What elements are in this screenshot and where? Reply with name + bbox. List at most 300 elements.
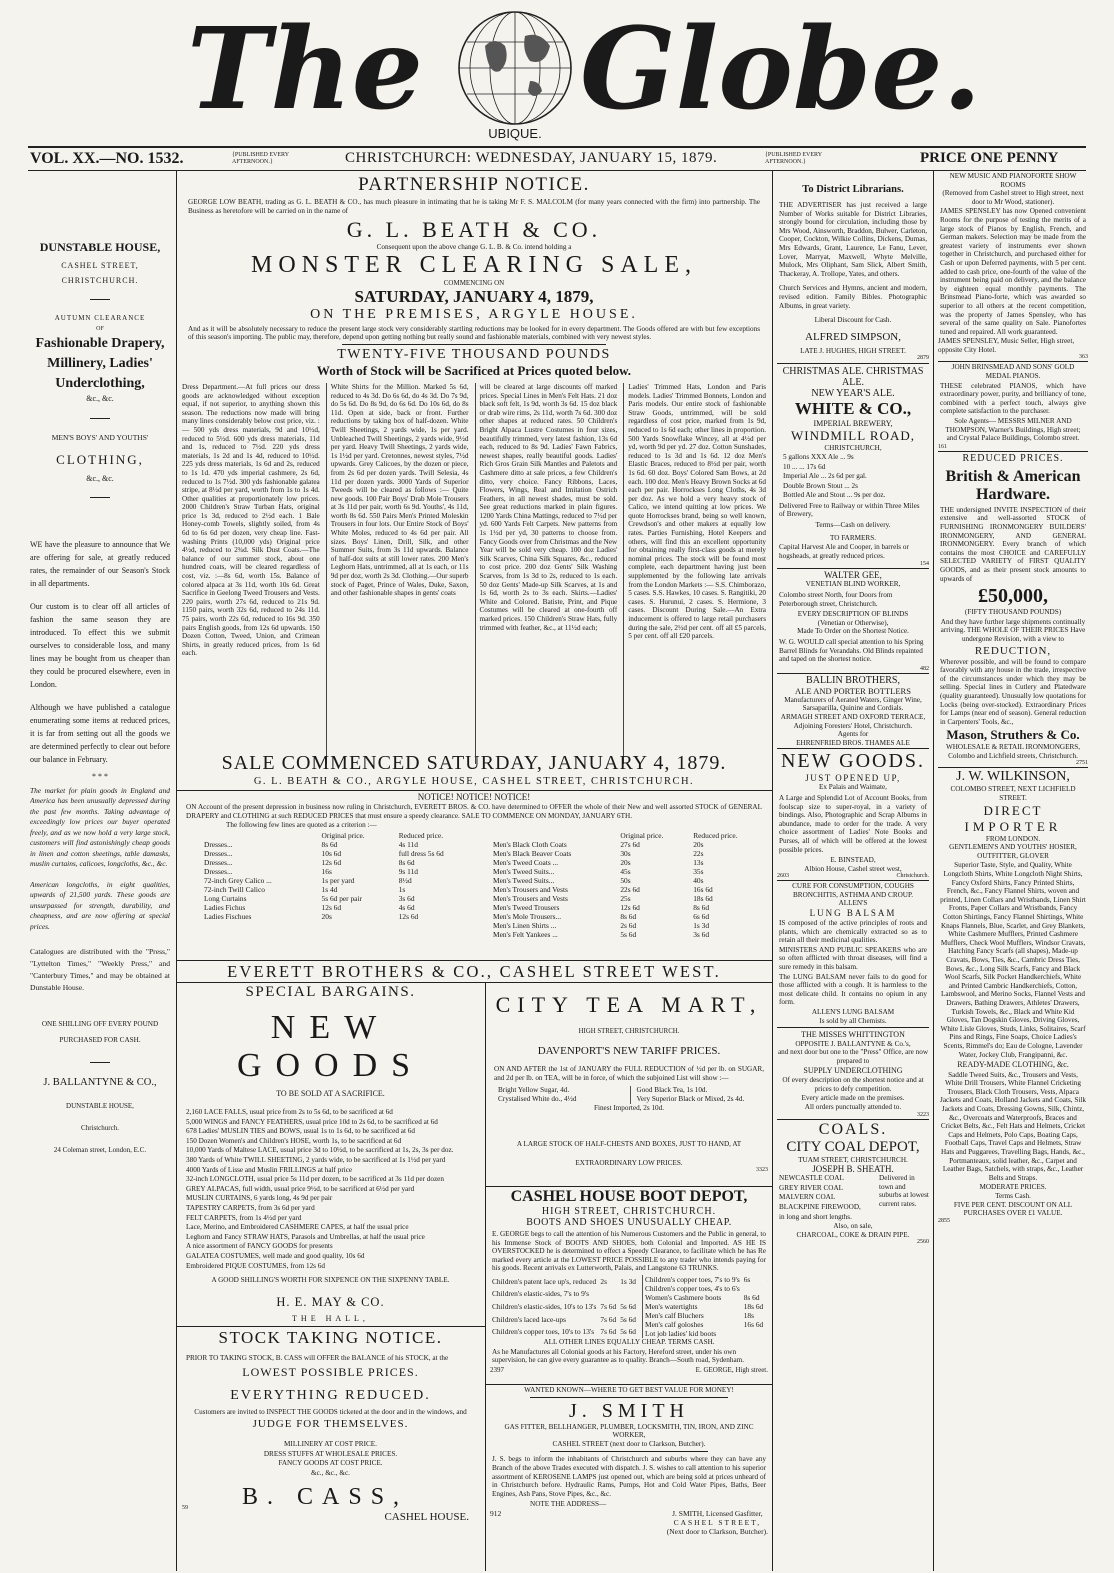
notice-line: NOTICE! NOTICE! NOTICE! bbox=[417, 792, 531, 802]
dunstable-house-2: DUNSTABLE HOUSE, bbox=[66, 1102, 134, 1111]
cure-heading: CURE FOR CONSUMPTION, COUGHS BRONCHITIS, ASTHMA AND CROUP. bbox=[792, 882, 914, 899]
table-row bbox=[643, 1284, 769, 1293]
cass-lines bbox=[182, 1440, 479, 1477]
mason-number: 2751 bbox=[1076, 760, 1088, 767]
hardware-body-3: Wherever possible, and will be found to compare favorably with any house in the trade, irrespective of the circumstances under which they may be selling. Special lines in Cutlery and Platedware (quality guaranteed). Unusually low quotations for Locks (being over-stocked). Extraordinary Prices for Lamps (near end of season). General reduction in Carpenters' Tools, &c., bbox=[940, 657, 1086, 726]
albion-house: Albion House, Cashel street west, bbox=[804, 864, 902, 873]
hardware-body: THE undersigned INVITE INSPECTION of their extensive and well-assorted STOCK of FURNISHING IRONMONGERY BUILDERS' IRONMONGERY, AND GENERAL IRONMONGERY. Every branch of which contains the most CHOICE and CAREFULLY SELECTED VARIETY of FIRST QUALITY GOODS, and as their present stock amounts to upwards of bbox=[940, 505, 1086, 583]
fifty-words: (FIFTY THOUSAND POUNDS) bbox=[964, 608, 1062, 617]
boot-manufacture: As he Manufactures all Colonial goods at his Factory, Hereford street, under his own supervision, he can give every guarantee as to quality. Branch—South road, Sydenham. bbox=[492, 1347, 745, 1365]
gee-number: 482 bbox=[920, 665, 929, 672]
new-goods-heading: NEW GOODS. bbox=[780, 750, 926, 773]
simpson-number: 2879 bbox=[917, 355, 929, 362]
table-cell: 50s bbox=[620, 875, 631, 885]
table-cell: 9s 11d bbox=[398, 866, 418, 876]
tea-stock bbox=[490, 1140, 768, 1182]
table-cell: 22s 6d bbox=[620, 884, 640, 894]
list-item: A nice assortment of FANCY GOODS for presents bbox=[186, 1242, 333, 1251]
etc-label: &c., &c. bbox=[86, 394, 114, 403]
table-cell: Dresses... bbox=[204, 866, 233, 876]
importer: IMPORTER bbox=[964, 818, 1062, 834]
table-cell: 10s 6d bbox=[321, 848, 342, 858]
smith-trades: GAS FITTER, BELLHANGER, PLUMBER, LOCKSMITH, TIN, IRON, AND ZINC WORKER, bbox=[504, 1422, 754, 1440]
wanted-known: WANTED KNOWN—WHERE TO GET BEST VALUE FOR MONEY! bbox=[524, 1386, 734, 1394]
list-item: 4000 Yards of Lisse and Muslin FRILLINGS at half price bbox=[186, 1165, 353, 1174]
christmas-ale: CHRISTMAS ALE. CHRISTMAS ALE. bbox=[782, 366, 924, 389]
reduction: REDUCTION, bbox=[974, 644, 1052, 657]
table-cell: 5s 6d per pair bbox=[321, 893, 362, 903]
smith-sign2: CASHEL STREET, bbox=[673, 1517, 762, 1527]
table-cell: Long Curtains bbox=[204, 893, 247, 903]
table-cell: Children's laced lace-ups bbox=[492, 1314, 566, 1324]
table-cell: Dresses... bbox=[204, 857, 233, 867]
table-cell: 6s bbox=[743, 1274, 751, 1284]
sale-column-4: Ladies' Trimmed Hats, London and Paris models. Ladies' Trimmed Bonnets, London and Paris models. Our entire stock of fashionable Straw Goods, untrimmed, will be sold regardless of cost price, marked from 1s 9d, reduced to 1s 6d each; other lines in proportion. 500 Yards Snowflake Wincey, all at 4½d per yd, worth 9d per yd. 27 doz. Cotton Sunshades, reduced to 1s 3d and 1s 6d. 12 doz Men's Elastic Braces, reduced to 8½d per pair, worth 1s 6d. 60 doz. Boys' Colored Sam Bows, at 2d each. 100 doz. Men's Heavy Brown Socks at 6d each per pair. Horrockses Long Cloths, 4s 3d per doz. As we hold a very heavy stock of Calico, we intend quitting at low prices. We quote Horrockses brand, being so well known, Crewdson's and other makers at equally low rates. Parties Furnishing, Hotel Keepers and others, will find this an excellent opportunity for obtaining really first-class goods at merely nominal prices. The stock will be found most complete, each department having just been supplemented by the following late arrivals from the London Markets :— S.S. Chimborazo, 5 cases. S.S. Hawkes, 10 cases. S. Rangitiki, 20 cases. S. Hurunui, 2 cases. S. Hermione, 3 cases. Discount During Sale.—An Extra inducement is offered to large retail purchasers during the sale, 2½d per cent. off all £5 parcels, 5 per cent. off all £20 parcels. bbox=[623, 383, 766, 764]
ministers: MINISTERS AND PUBLIC SPEAKERS who are so often afflicted with throat diseases, will find a sure remedy in this balsam. bbox=[779, 945, 927, 972]
list-item: Leghorn and Fancy STRAW HATS, Parasols and Umbrellas, at half the usual price bbox=[186, 1232, 425, 1241]
mason-address: Colombo and Lichfield streets, Christchurch. bbox=[948, 751, 1078, 760]
cashel-street: CASHEL STREET, bbox=[61, 261, 139, 270]
autumn-clearance: AUTUMN CLEARANCE bbox=[54, 314, 146, 322]
table-cell: 16s bbox=[321, 866, 332, 876]
table-cell: 16s 6d bbox=[693, 884, 713, 894]
made-to-order: Made To Order on the Shortest Notice. bbox=[797, 627, 909, 636]
table-cell: 35s bbox=[693, 866, 704, 876]
table-cell: Men's Tweed Suits... bbox=[493, 866, 555, 876]
list-item: Embroidered PIQUE COSTUMES, from 12s 6d bbox=[186, 1261, 325, 1270]
spensley-number: 363 bbox=[1079, 354, 1088, 361]
white-city: CHRISTCHURCH, bbox=[824, 444, 882, 453]
sold-at-sacrifice: TO BE SOLD AT A SACRIFICE. bbox=[276, 1089, 385, 1098]
christchurch: CHRISTCHURCH. bbox=[61, 276, 139, 285]
table-cell: 6s 6d bbox=[693, 911, 710, 921]
table-row bbox=[491, 930, 766, 939]
tea-advert bbox=[490, 984, 768, 1140]
white-number: 154 bbox=[920, 561, 929, 568]
ex-palais: Ex Palais and Waimate, bbox=[819, 783, 887, 792]
smith-note: NOTE THE ADDRESS— bbox=[530, 1500, 607, 1509]
table-cell: 45s bbox=[620, 866, 631, 876]
table-row bbox=[202, 867, 477, 876]
announce-paragraph: WE have the pleasure to announce that We are offering for sale, at greatly reduced rates, the remainder of our Season's Stock in all departments. bbox=[30, 540, 170, 589]
volume-number: VOL. XX.—NO. 1532. bbox=[30, 150, 184, 167]
published-left: {PUBLISHED EVERY AFTERNOON.} bbox=[232, 152, 289, 165]
delivered-free: Delivered Free to Railway or within Three Miles of Brewery, bbox=[779, 501, 920, 519]
tea-stock-line: A LARGE STOCK OF HALF-CHESTS AND BOXES, JUST TO HAND, AT bbox=[516, 1140, 742, 1148]
white-terms: Terms—Cash on delivery. bbox=[815, 521, 891, 530]
smith-sign3: (Next door to Clarkson, Butcher). bbox=[666, 1526, 768, 1536]
table-cell: 16s 6d bbox=[743, 1319, 764, 1329]
city-coal-depot: CITY COAL DEPOT, bbox=[786, 1138, 920, 1155]
tea-title: CITY TEA MART, bbox=[495, 992, 763, 1017]
lowest-prices: LOWEST POSSIBLE PRICES. bbox=[242, 1364, 419, 1379]
sugar-yellow: Bright Yellow Sugar, 4d. bbox=[498, 1086, 570, 1095]
agents-for: Agents for bbox=[837, 730, 869, 739]
absolutely-text: And as it will be absolutely necessary to reduce the present large stock very considerably startling reductions may be looked for in every department. The Goods offered are with but few exceptions of this season's importing. The public may, therefore, depend upon getting nothing but really sound and fashionable materials, combined with very newest styles. bbox=[188, 324, 760, 342]
worth-heading: Worth of Stock will be Sacrificed at Prices quoted below. bbox=[316, 362, 632, 378]
table-row bbox=[491, 840, 766, 849]
table-cell: Children's copper toes, 7's to 9's bbox=[645, 1274, 740, 1284]
table-cell: full dress 5s 6d bbox=[398, 848, 444, 858]
list-item: BLACKPINE FIREWOOD, bbox=[779, 1202, 861, 1211]
armagh-street: ARMAGH STREET AND OXFORD TERRACE, bbox=[780, 712, 926, 721]
partnership-title: PARTNERSHIP NOTICE. bbox=[358, 174, 590, 195]
table-cell: 25s bbox=[620, 893, 631, 903]
list-item: MUSLIN CURTAINS, 6 yards long, 4s 9d per pair bbox=[186, 1194, 333, 1203]
coal-lines bbox=[777, 1174, 879, 1222]
table-cell: 30s bbox=[620, 848, 631, 858]
table-cell: 7s 6d bbox=[600, 1301, 617, 1311]
lung-balsam: LUNG BALSAM bbox=[809, 908, 897, 919]
boot-right-rows bbox=[643, 1275, 769, 1338]
table-cell: 12s 6d bbox=[398, 911, 419, 921]
table-cell bbox=[766, 1320, 768, 1329]
reduced-header-2: Reduced price. bbox=[693, 830, 738, 840]
tariff-heading: DAVENPORT'S NEW TARIFF PRICES. bbox=[537, 1045, 721, 1057]
boot-right-table bbox=[642, 1275, 768, 1338]
column-six bbox=[938, 172, 1088, 1570]
new-years-ale: NEW YEAR'S ALE. bbox=[811, 388, 895, 400]
table-cell: 22s bbox=[693, 848, 704, 858]
table-row bbox=[643, 1293, 769, 1302]
boot-street: HIGH STREET, CHRISTCHURCH. bbox=[541, 1206, 717, 1217]
table-cell: 8s 6d bbox=[693, 902, 710, 912]
fashionable-drapery: Fashionable Drapery, bbox=[35, 336, 165, 351]
boot-sign: E. GEORGE, High street. bbox=[695, 1365, 768, 1374]
list-item: 5,000 WINGS and FANCY FEATHERS, usual price 10d to 2s 6d, to be sacrificed at 6d bbox=[186, 1117, 438, 1126]
liberal-discount: Liberal Discount for Cash. bbox=[814, 316, 892, 325]
to-farmers: TO FARMERS. bbox=[829, 533, 877, 542]
table-row bbox=[202, 912, 477, 921]
table-cell: 3s 6d bbox=[398, 893, 415, 903]
librarians-title: To District Librarians. bbox=[802, 184, 904, 195]
consequent-text: Consequent upon the above change G. L. B. & Co. intend holding a bbox=[376, 243, 572, 252]
table-cell: 1s per yard bbox=[321, 875, 355, 885]
table-row bbox=[491, 885, 766, 894]
partnership-notice bbox=[182, 174, 766, 764]
coals-heading: COALS. bbox=[818, 1120, 888, 1138]
custom-paragraph: Our custom is to clear off all articles of fashion the same season they are introduced. To effect this we submit ourselves to considerable loss, and many lines may be bought from us cheaper than they could be procured elsewhere, even in London. bbox=[30, 602, 170, 690]
removed: (Removed from Cashel street to High street, next door to Mr Wood, stationer). bbox=[942, 189, 1084, 206]
table-row bbox=[202, 885, 477, 894]
table-cell: Children's elastic-sides, 10's to 13's bbox=[492, 1301, 597, 1311]
of-every: Of every description on the shortest notice and at prices to defy competition. bbox=[782, 1076, 924, 1093]
smith-name: J. SMITH bbox=[568, 1399, 689, 1422]
table-cell: Men's Tweed Trousers bbox=[493, 902, 560, 912]
cass-number: 59 bbox=[182, 1504, 188, 1511]
tea-finest: Finest Imported, 2s 10d. bbox=[593, 1104, 665, 1113]
table-cell: 40s bbox=[693, 875, 704, 885]
table-cell: Dresses... bbox=[204, 839, 233, 849]
dateline: CHRISTCHURCH: WEDNESDAY, JANUARY 15, 1879. bbox=[345, 150, 718, 166]
foresters: Adjoining Foresters' Hotel, Christchurch. bbox=[793, 721, 913, 730]
table-cell: 12s 6d bbox=[321, 857, 342, 867]
wilkinson-name: J. W. WILKINSON, bbox=[956, 769, 1070, 785]
tuam-street: TUAM STREET, CHRISTCHURCH. bbox=[798, 1155, 908, 1164]
whittington-number: 3223 bbox=[917, 1111, 929, 1118]
smith-advert bbox=[490, 1386, 768, 1570]
hosier-list: Superior Taste, Style, and Quality, White Longcloth Shirts, White Longcloth Night Shirts, Fancy Oxford Shirts, Fancy Printed Shirts, French, &c., Fancy Flannel Shirts, woven and printed, Linen Collars and Wristbands, Linen Shirt Fronts, Paper Collars and Wristbands, Fancy Cotton Shirtings, Fancy Flannel Shirtings, White Knaps Flannels, Blue, Scarlet, and Grey Blankets, White Cashmere Mufflers, Printed Cashmere Mufflers, Check Wool Mufflers, Windsor Cravats, Hatching Fancy Scarfs (all shapes), Made-up Cravats, Bows, Ties, &c., Cambric Dress Ties, Bows, &c., Long Silk Scarfs, Fancy and Black Wool Scarfs, Silk Pocket Handkerchiefs, White and Printed Cambric Handkerchiefs, Cotton, Lambswool, and Merino Socks, Flannel Vests and Drawers, Bathing Drawers, Athletes' Drawers, Turkish Towels, &c., Black and White Kid Gloves, Tan Dogskin Gloves, Driving Gloves, White Lisle Gloves, Studs, Links, Solitaires, Scarf Pins and Rings, Fine Soaps, Choice Ladies's Scents, Rimmel's do; Eau de Cologne, Lavender Water, Jockey Club, Frangipanni, &c. bbox=[940, 861, 1086, 1059]
smith-body: J. S. begs to inform the inhabitants of Christchurch and suburbs where they can have any Branch of the above Trades executed with dispatch. J. S. wishes to call attention to his superior assortment of KEROSENE LAMPS just opened out, which are being sold at prices unheard of in Christchurch before. Hydraulic Rams, Pumps, Hot and Cold Water Pipes, Baths, Beer Engines, Ash Pans, Stove Pipes, &c., &c. bbox=[492, 1455, 766, 1498]
masthead-title-left: The bbox=[186, 4, 424, 135]
windmill-road: WINDMILL ROAD, bbox=[791, 428, 915, 444]
masthead-motto: UBIQUE. bbox=[488, 126, 542, 141]
librarians-body: THE ADVERTISER has just received a large Number of Works suitable for District Libraries, strongly bound for circulation, including those by Mrs Wood, Ainsworth, Braddon, Bulwer, Carleton, Cooper, Cockton, Wilkie Collins, Dickens, Dumas, Mrs Edwards, Grant, Laurence, Le Fanu, Lever, Lover, Marryat, Maxwell, Whyte Melville, Mulock, Mrs Oliphant, Sam Slick, Albert Smith, Thackeray, A. Trollope, Yates, and others. bbox=[779, 201, 927, 278]
allens: ALLEN'S bbox=[838, 899, 868, 908]
mens-boys-youths: MEN'S BOYS' AND YOUTHS' bbox=[51, 432, 149, 442]
boot-title: CASHEL HOUSE BOOT DEPOT, bbox=[510, 1188, 748, 1205]
agents-number: 161 bbox=[938, 443, 947, 450]
market-paragraph: The market for plain goods in England and America has been unusually depressed during the past few months. Taking advantage of exceedingly low prices our buyer operated freely, and as we now hold a very large stock, customers will find astonishingly cheap goods in linen and cotton sheetings, table damasks, muslin curtains, calicoes, longcloths, &c., &c. bbox=[30, 785, 170, 869]
charcoal: CHARCOAL, COKE & DRAIN PIPE. bbox=[796, 1230, 910, 1239]
list-item: FANCY GOODS AT COST PRICE. bbox=[278, 1459, 383, 1468]
commencing-on: COMMENCING ON bbox=[443, 278, 505, 287]
coal-number: 2560 bbox=[917, 1239, 929, 1246]
tea-black: Good Black Tea, 1s 10d. bbox=[636, 1086, 708, 1095]
list-item: Bottled Ale and Stout ... 9s per doz. bbox=[783, 491, 886, 500]
list-item: DRESS STUFFS AT WHOLESALE PRICES. bbox=[263, 1449, 398, 1458]
table-cell: 5s 6d bbox=[620, 1314, 636, 1324]
table-cell: Men's watertights bbox=[645, 1301, 698, 1311]
five-per-cent: FIVE PER CENT. DISCOUNT ON ALL PURCHASES OVER £1 VALUE. bbox=[953, 1200, 1073, 1218]
list-item: Double Brown Stout ... 2s bbox=[783, 481, 858, 490]
table-cell: 5s 6d bbox=[620, 929, 637, 939]
list-item: 678 Ladies' MUSLIN TIES and BOWS, usual 1s to 1s 6d, to be sacrificed at 6d bbox=[186, 1127, 415, 1136]
catalogues-paragraph: Catalogues are distributed with the "Press," "Lyttelton Times," "Weekly Press," and "Canterbury Times," and may be obtained at Dunstable House. bbox=[30, 947, 170, 993]
catalogue-paragraph: Although we have published a catalogue enumerating some items at reduced prices, it is far from setting out all the goods we are determined perfectly to clear out before our balance in February. bbox=[30, 703, 170, 765]
boot-left-table bbox=[490, 1275, 638, 1338]
list-item: MILLINERY AT COST PRICE. bbox=[284, 1440, 377, 1449]
terms-cash: Terms Cash. bbox=[995, 1192, 1031, 1200]
ballin-manuf: Manufacturers of Aerated Waters, Ginger Wine, Sarsaparilla, Quinine and Cordials. bbox=[784, 695, 922, 713]
masthead-title-right: Globe. bbox=[580, 4, 982, 135]
left-column bbox=[30, 176, 170, 1568]
all-orders: All orders punctually attended to. bbox=[804, 1102, 902, 1111]
sale-commenced: SALE COMMENCED SATURDAY, JANUARY 4, 1879. bbox=[221, 752, 727, 774]
every-description: EVERY DESCRIPTION OF BLINDS bbox=[797, 610, 909, 619]
partnership-intro: GEORGE LOW BEATH, trading as G. L. BEATH & CO., has much pleasure in intimating that he is taking Mr F. S. MALCOLM (for many years connected with the firm) into partnership. The Business as heretofore will be carried on in the name of bbox=[188, 198, 760, 215]
tea-body: ON AND AFTER the 1st of JANUARY the FULL REDUCTION of ½d per lb. on SUGAR, and 2d per lb. on TEA, will be in force, of which the subjoined List will show :— bbox=[494, 1065, 764, 1082]
boot-left-rows bbox=[490, 1275, 638, 1338]
music-rooms: NEW MUSIC AND PIANOFORTE SHOW ROOMS bbox=[949, 172, 1077, 189]
table-row bbox=[202, 903, 477, 912]
table-cell: Children's copper toes, 4's to 6's bbox=[645, 1283, 740, 1293]
table-cell: Women's Cashmere boots bbox=[645, 1292, 722, 1302]
table-row bbox=[490, 1275, 638, 1288]
original-header-2: Original price. bbox=[620, 830, 664, 840]
table-cell bbox=[766, 1284, 768, 1293]
list-item: MALVERN COAL bbox=[779, 1193, 836, 1202]
table-row bbox=[490, 1288, 638, 1301]
dunstable-house: DUNSTABLE HOUSE, bbox=[39, 240, 161, 254]
binstead-number: 2603 bbox=[777, 873, 789, 880]
table-row bbox=[202, 894, 477, 903]
list-item: GREY RIVER COAL bbox=[779, 1183, 844, 1192]
boot-all-other: ALL OTHER LINES EQUALLY CHEAP. TERMS CASH. bbox=[543, 1337, 715, 1346]
table-cell: 5s 6d bbox=[620, 1301, 636, 1311]
list-item: Imperial Ale ... 2s 6d per gal. bbox=[783, 472, 867, 481]
everett-left-table bbox=[202, 831, 477, 921]
ale-porter: ALE AND PORTER BOTTLERS bbox=[795, 685, 911, 696]
table-cell: 4s 6d bbox=[398, 902, 415, 912]
table-row bbox=[491, 921, 766, 930]
reduced-prices: REDUCED PRICES. bbox=[962, 452, 1064, 464]
moderate-prices: MODERATE PRICES. bbox=[979, 1183, 1047, 1192]
table-cell: 72-inch Twill Calico bbox=[204, 884, 265, 894]
table-cell bbox=[766, 1293, 768, 1302]
table-cell: 8½d bbox=[398, 875, 412, 885]
christchurch-2: Christchurch. bbox=[81, 1124, 119, 1133]
table-cell: Men's Felt Yankees ... bbox=[493, 929, 558, 939]
table-row bbox=[643, 1311, 769, 1320]
also-on-sale: Also, on sale, bbox=[833, 1222, 873, 1231]
table-cell: Men's calf Bluchers bbox=[645, 1310, 704, 1320]
from-london: FROM LONDON. bbox=[985, 834, 1041, 843]
sale-date: SATURDAY, JANUARY 4, 1879, bbox=[354, 286, 594, 306]
list-item: TAPESTRY CARPETS, from 3s 6d per yard bbox=[186, 1203, 315, 1212]
wilkinson-number: 2855 bbox=[938, 1217, 950, 1224]
table-cell: 2s 6d bbox=[620, 920, 637, 930]
table-cell: Men's Linen Shirts ... bbox=[493, 920, 557, 930]
list-item: 10,000 Yards of Maltese LACE, usual price 3d to 10½d, to be sacrificed at 1s, 2s, 3s per doz. bbox=[186, 1146, 454, 1155]
table-cell: 4s 11d bbox=[398, 839, 418, 849]
table-cell: Lot job ladies' kid boots bbox=[645, 1328, 717, 1338]
everett-body: ON Account of the present depression in business now ruling in Christchurch, EVERETT BROS. & CO. have determined to OFFER the whole of their New and well assorted STOCK of GENERAL DRAPERY and CLOTHING at such REDUCED PRICES that must ensure a speedy clearance. SALE TO COMMENCE ON MONDAY, JANUARY 6TH. bbox=[186, 803, 762, 820]
church-services: Church Services and Hymns, ancient and modern, revised edition. Family Bibles. Photographic Albums, in great variety. bbox=[779, 284, 927, 310]
table-row bbox=[491, 858, 766, 867]
tea-street: HIGH STREET, CHRISTCHURCH. bbox=[578, 1028, 680, 1035]
table-cell bbox=[766, 1275, 768, 1284]
good-shilling: A GOOD SHILLING'S WORTH FOR SIXPENCE ON THE SIXPENNY TABLE. bbox=[211, 1276, 450, 1285]
table-cell bbox=[742, 1329, 766, 1338]
ales-list bbox=[777, 453, 929, 500]
table-cell: 20s bbox=[620, 857, 631, 867]
boot-body: E. GEORGE begs to call the attention of his Numerous Customers and the Public in general, to his Immense Stock of BOOTS AND SHOES, both Colonial and Imported. AS HE IS OVERSTOCKED he is determined to effect a Speedy Clearance, to facilitate which he has Re marked every article at the LOWEST PRICE POSSIBLE to any trader who intends paying for his goods. Recent arrivals ex Lutterworth, Palais, and Langstone 63 TRUNKS. bbox=[492, 1230, 766, 1273]
clothing-list: Saddle Tweed Suits, &c., Trousers and Vests, White Drill Trousers, White Flannel Cricketing Trousers, Black Cloth Trousers, Vests, Alpaca Jackets and Coats, Holland Jackets and Coats, Silk Jackets and Coats, Dressing Gowns, Silk, Chintz, &c., Overcoats and Waterproofs, Braces and Cricket Belts, &c., Felt Hats and Helmets, Cricket Caps and Helmets, Polo Caps, Boating Caps, Football Caps, Travel Caps and Helmets, Straw Hats and Puggarees, Travelling Bags, Hands, &c., Portmanteaux, solid leather, &c., Carpet and Leather Bags, Satchels, with straps, &c., Leather Belts and Straps. bbox=[940, 1070, 1086, 1182]
beath-address: G. L. BEATH & CO., ARGYLE HOUSE, CASHEL STREET, CHRISTCHURCH. bbox=[253, 776, 695, 787]
table-cell: 7s 6d bbox=[600, 1327, 617, 1337]
spensley-sign: JAMES SPENSLEY, Music Seller, High street, opposite City Hotel. bbox=[938, 337, 1075, 354]
table-cell: 18s bbox=[743, 1310, 755, 1320]
clothing: CLOTHING, bbox=[56, 451, 144, 467]
table-row bbox=[202, 840, 477, 849]
following-lines: The following few lines are quoted as a criterion :— bbox=[226, 821, 377, 830]
sale-column-2: White Shirts for the Million. Marked 5s 6d, reduced to 4s 3d. Do 6s 6d, do 4s 3d. Do 7s 9d, do 5s 6d. Do 8s 9d, do 6s 6d. Do 10s 6d, do 8s 11d. Open at side, back or front. Further reductions by taking box of half-dozen. White Twill Sheetings, 2 yards wide, 1s per yard. Unbleached Twill Sheetings, 2 yards wide, 9½d per yard. Heavy Twill Sheetings, 2 yards wide, 1s 1½d per yard. Cretonnes, newest styles, 7½d upwards. Grey Calicoes, by the dozen or piece, from 2s 6d per dozen yards. Twill Selesia, 4s 11d per dozen yards. 3000 Yards of Superior Tweeds will be cleared as follows :— Quite new goods. 100 Pair Boys' Drab Mole Trousers at 3s 11d per pair, worth 6s 9d. Youths', 4s 11d, worth 8s 6d. 550 Pairs Men's Printed Moleskin Trousers in four lots. Our Entire Stock of Boys' White Moles, reduced to 4s 6d per pair. All sizes. Boys' Linen, Drill, Silk, and other Summer Suits, from 3s 11d upwards. Balance of half-doz suits at still lower rates. 200 Men's Leghorn Hats, untrimmed, all at 1s each, or 11s 9d per doz, worth 2s 3d. Clothing.—Our superb stock of Paget, Prince of Wales, Duke, Saxon, and other fashionable shapes in gents' coats bbox=[326, 383, 469, 764]
underclothing: Underclothing, bbox=[55, 376, 145, 391]
table-cell: 1s bbox=[398, 884, 406, 894]
table-row bbox=[491, 894, 766, 903]
wilkinson-address: COLOMBO STREET, NEXT LICHFIELD STREET. bbox=[950, 785, 1076, 803]
wholesale-retail: WHOLESALE & RETAIL IRONMONGERS, bbox=[945, 743, 1081, 752]
table-cell bbox=[618, 1288, 638, 1301]
sale-column-3: will be cleared at large discounts off marked prices. Special Lines in Men's Felt Hats. 21 doz black soft felt, 1s 9d, worth 3s 6d. 15 doz black or drab wire rims, 2s 11d, worth 7s 6d. 300 doz other shapes at reduced rates. 50 Children's Bright Alpaca Lustre Costumes in four sizes, beautifully trimmed, very latest fashion, 13s 6d each, reduced to 8s 9d. Ladies' Fawn Fabrics, newest shapes, really beautiful goods. Ladies' Rich Gros Grain Silk Mantles and Paletots and Cashmere ditto at sale prices, a few Children's ditto, very choice. Fancy Ribbons, Laces, Flowers, Wings, Real and Imitation Ostrich Feathers, in all newest shades, must be sold. See great reductions marked in plain figures. 1200 Yards China Mattings, reduced to 7½d per yd. 600 Yards Felt Carpets. New patterns from 1s 1½d per yd, 30 patterns to choose from. Fancy Goods over from Christmas and the New Year will be sold very cheap. 100 doz Ladies' Silk Scarves, China Silk Squares, &c., reduced to cost price. 200 doz Gents' Silk Washing Scarves, from 1s 3d to 2s, reduced to 1s each. 50 doz Gents' Made-up Silk Scarves, at 1s and 1s 6d, worth 2s to 3s each. Skirts.—Ladies' White and Colored. Batiste, Print, and Pique Costumes will be cleared at one-fourth off marked prices. 150 Children's Straw Hats, fully trimmed with feather, &c., at 11½d each; bbox=[475, 383, 618, 764]
white-co: WHITE & CO., bbox=[794, 399, 912, 419]
table-row bbox=[491, 912, 766, 921]
table-row bbox=[643, 1275, 769, 1284]
table-cell: 18s 6d bbox=[693, 893, 713, 903]
list-item: 2,160 LACE FALLS, usual price from 2s to 5s 6d, to be sacrificed at 6d bbox=[186, 1108, 393, 1116]
table-cell: 12s 6d bbox=[620, 902, 640, 912]
judge-themselves: JUDGE FOR THEMSELVES. bbox=[252, 1418, 409, 1431]
table-cell: 8s 6d bbox=[743, 1292, 760, 1302]
table-cell: 13s bbox=[693, 857, 704, 867]
cass-body: PRIOR TO TAKING STOCK, B. CASS will OFFER the BALANCE of his STOCK, at the bbox=[186, 1354, 449, 1362]
everett-footer: EVERETT BROTHERS & CO., CASHEL STREET WEST. bbox=[227, 962, 721, 981]
sugar-white: Crystalised White do., 4½d bbox=[498, 1095, 577, 1104]
brinsmead: JOHN BRINSMEAD AND SONS' GOLD MEDAL PIANOS. bbox=[951, 363, 1075, 381]
gee-address: Colombo street North, four Doors from Peterborough street, Christchurch. bbox=[779, 591, 893, 608]
table-row bbox=[643, 1329, 769, 1338]
boot-sub: BOOTS AND SHOES UNUSUALLY CHEAP. bbox=[526, 1217, 732, 1228]
table-cell: Men's Black Cloth Coats bbox=[493, 839, 567, 849]
table-cell bbox=[766, 1302, 768, 1311]
globe-icon bbox=[445, 6, 585, 138]
table-row bbox=[490, 1313, 638, 1326]
allens-2: ALLEN'S LUNG BALSAM bbox=[811, 1008, 895, 1016]
table-cell: 20s bbox=[321, 911, 332, 921]
simpson-address: LATE J. HUGHES, HIGH STREET. bbox=[800, 346, 906, 355]
ready-made: READY-MADE CLOTHING, &c. bbox=[957, 1060, 1069, 1070]
list-item: 32-inch LONGCLOTH, usual price 5s 11d per dozen, to be sacrificed at 3s 11d per dozen bbox=[186, 1175, 444, 1184]
published-right: {PUBLISHED EVERY AFTERNOON.} bbox=[765, 152, 822, 165]
sold-by-chemists: Is sold by all Chemists. bbox=[819, 1016, 887, 1025]
boot-number: 2397 bbox=[490, 1365, 504, 1374]
table-cell: 12s 6d bbox=[321, 902, 342, 912]
table-row bbox=[202, 876, 477, 885]
list-item: FELT CARPETS, from 1s 4½d per yard bbox=[186, 1213, 302, 1222]
list-item: in long and short lengths. bbox=[779, 1212, 852, 1221]
cass-invited: Customers are invited to INSPECT THE GOODS ticketed at the door and in the windows, and bbox=[194, 1407, 467, 1416]
everett-notice bbox=[182, 792, 766, 970]
supply-underclothing: SUPPLY UNDERCLOTHING bbox=[803, 1065, 903, 1075]
table-cell: 18s 6d bbox=[743, 1301, 764, 1311]
everett-right-rows bbox=[491, 840, 766, 939]
table-cell: Children's patent lace up's, reduced bbox=[492, 1276, 597, 1286]
table-cell: Men's Tweed Suits... bbox=[493, 875, 555, 885]
table-cell: 20s bbox=[693, 839, 704, 849]
table-cell: 8s 6d bbox=[620, 911, 637, 921]
table-cell bbox=[766, 1311, 768, 1320]
separator-stars: * * * bbox=[92, 772, 108, 782]
may-name: H. E. MAY & CO. bbox=[276, 1294, 385, 1309]
table-row bbox=[491, 903, 766, 912]
table-cell: 72-inch Grey Calico ... bbox=[204, 875, 272, 885]
venetian-otherwise: (Venetian or Otherwise), bbox=[817, 618, 889, 627]
may-items-list bbox=[182, 1108, 479, 1270]
sale-column-1: Dress Department.—At full prices our dress goods are acknowledged without exception equal, if not superior, to anything shown this season. The reductions now made will bring many lines considerably below cost price, viz. :— 500 yds dress materials, 9d and 10½d, reduced to 5½d. 600 yds dress materials, 11d and 1s, reduced to 7½d. 220 yds dress materials, 1s 2d and 1s 4d, reduced to 10½d. 225 yds dress materials, 1s 6d and 2s, reduced to 1s 1d. 470 yds imperial cashmere, 2s 6d, reduced to 1s 7½d. 300 yds fashionable galatea stripe, at 8½d per yard, worth from 1s to 1s 4d. Other qualities at proportionately low prices. 2000 Children's Straw Turban Hats, original price 1s 3d, reduced to 2½d each. 1 Bale Honey-comb Towels, slightly soiled, from 4s 6d to 6s 6d per dozen, very cheap line. Fast-washing Prints (10,000 yds) Original price 4½d, reduced to 2¾d. Silk Dust Coats.—The balance of our summer stock, about one hundred coats, will be cleared regardless of cost, viz. :—8s 6d, worth 15s. Balance of colored alpaca at 3s 11d, worth 10s 6d. Great Sacrifice in Geelong Tweed Trousers and Vests. 220 pairs, worth 27s 6d, reduced to 21s 9d. 1150 pairs, worth 32s 6d, reduced to 24s 11d. 75 pairs, worth 22s 6d, reduced to 16s 9d. 350 pairs English goods, from 12s 6d upwards. 150 Dozen Cotton, Tweed, Union, and Crimean Shirts, in greatly reduced prices, from 1s 6d each. bbox=[182, 382, 320, 658]
whittington: THE MISSES WHITTINGTON bbox=[801, 1030, 905, 1040]
coal-delivered: Delivered in town and suburbs at lowest current rates. bbox=[879, 1174, 929, 1208]
smith-number: 912 bbox=[490, 1508, 502, 1518]
table-cell: Men's calf goloshes bbox=[645, 1319, 704, 1329]
everything-reduced: EVERYTHING REDUCED. bbox=[230, 1387, 431, 1403]
sole-agents: Sole Agents— MESSRS MILNER AND THOMPSON, Warner's Buildings, High street; and Crystal Palace Buildings, Colombo street. bbox=[945, 417, 1081, 443]
every-article: Every article made on the premises. bbox=[801, 1094, 905, 1103]
table-cell: Dresses... bbox=[204, 848, 233, 858]
ehrenfried: EHRENFRIED BROS. THAMES ALE bbox=[796, 738, 910, 747]
table-cell: 1s 3d bbox=[693, 920, 710, 930]
table-cell: Children's copper toes, 10's to 13's bbox=[492, 1327, 595, 1337]
tea-mixed: Very Superior Black or Mixed, 2s 4d. bbox=[636, 1095, 745, 1104]
london-address: 24 Coleman street, London, E.C. bbox=[53, 1146, 147, 1155]
original-header: Original price. bbox=[321, 830, 365, 840]
everett-right-table bbox=[491, 831, 766, 939]
table-row bbox=[490, 1300, 638, 1313]
hardware: Hardware. bbox=[976, 485, 1050, 503]
spensley-body: JAMES SPENSLEY has now Opened convenient Rooms for the purpose of testing the merits of a large stock of Pianos by English, French, and German makers. Selection may be made from the greatest variety of instruments ever shown together in Christchurch, and purchased either for Cash or upon Deferred payments, with 5 per cent. added to cash price, one-fourth of the value of the instrument being paid on delivery, and the balance by eighteen equal monthly payments. The Brinsmead Piano-forte, which was awarded so superior to all others at the recent competition, was the property of James Spensley, who has several of the same quality on Sale. Pianofortes tuned and repaired. All work guaranteed. bbox=[940, 207, 1086, 336]
list-item: NEWCASTLE COAL bbox=[779, 1174, 844, 1183]
smith-sign: J. SMITH, Licensed Gasfitter, bbox=[672, 1508, 763, 1518]
